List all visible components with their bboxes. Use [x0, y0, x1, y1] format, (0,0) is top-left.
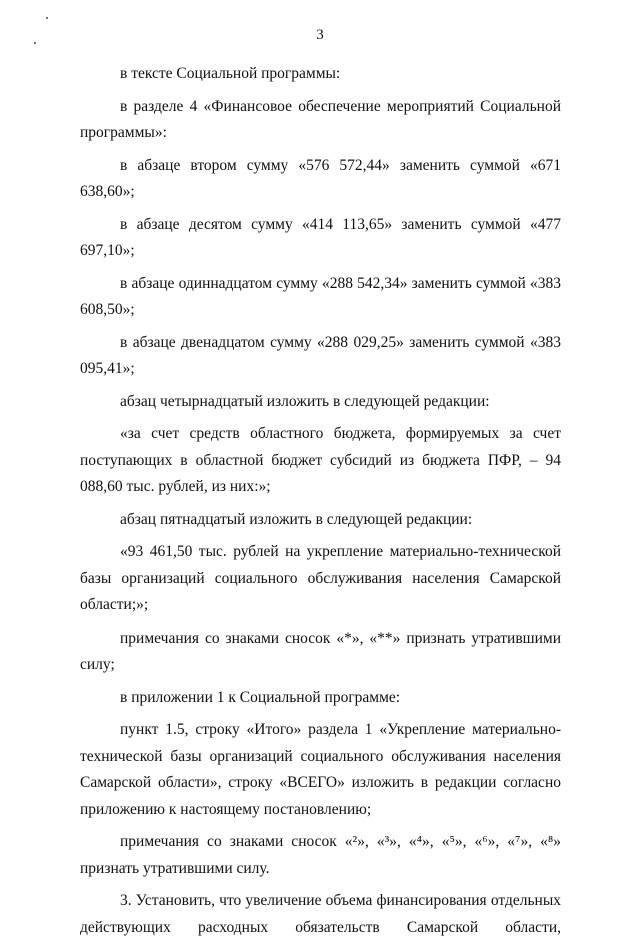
paragraph: в приложении 1 к Социальной программе:	[120, 688, 401, 706]
paragraph: пункт 1.5, строку «Итого» раздела 1 «Укрепление материально-технической базы организаций социального обслуживания населения Самарской области», строку «ВСЕГО» изложить в редакции согласно приложению к настоящему постановлению;	[80, 721, 561, 818]
paragraph: «за счет средств областного бюджета, формируемых за счет поступающих в областной бюджет субсидий из бюджета ПФР, – 94 088,60 тыс. рублей, из них:»;	[80, 425, 561, 495]
paragraph: абзац пятнадцатый изложить в следующей редакции:	[120, 510, 473, 528]
page-number: 3	[316, 27, 324, 43]
paragraph: примечания со знаками сносок «²», «³», «⁴», «⁵», «⁶», «⁷», «⁸» признать утратившими силу.	[80, 833, 561, 877]
paragraph: абзац четырнадцатый изложить в следующей редакции:	[120, 392, 490, 410]
paragraph: примечания со знаками сносок «*», «**» признать утратившими силу;	[80, 629, 561, 673]
paragraph: в разделе 4 «Финансовое обеспечение мероприятий Социальной программы»:	[80, 97, 561, 141]
paragraph: в тексте Социальной программы:	[120, 65, 341, 82]
paragraph: «93 461,50 тыс. рублей на укрепление материально-технической базы организаций социального обслуживания населения Самарской области;»;	[80, 543, 561, 613]
paragraph: в абзаце втором сумму «576 572,44» заменить суммой «671 638,60»;	[80, 156, 561, 200]
document-body	[80, 61, 561, 941]
paragraph: в абзаце двенадцатом сумму «288 029,25» заменить суммой «383 095,41»;	[80, 333, 561, 377]
paragraph: в абзаце одиннадцатом сумму «288 542,34» заменить суммой «383 608,50»;	[80, 274, 561, 318]
paragraph: 3. Установить, что увеличение объема финансирования отдельных действующих расходных обязательств Самарской области,	[80, 892, 561, 936]
scan-speck	[46, 17, 48, 19]
paragraph: в абзаце десятом сумму «414 113,65» заменить суммой «477 697,10»;	[80, 215, 561, 259]
